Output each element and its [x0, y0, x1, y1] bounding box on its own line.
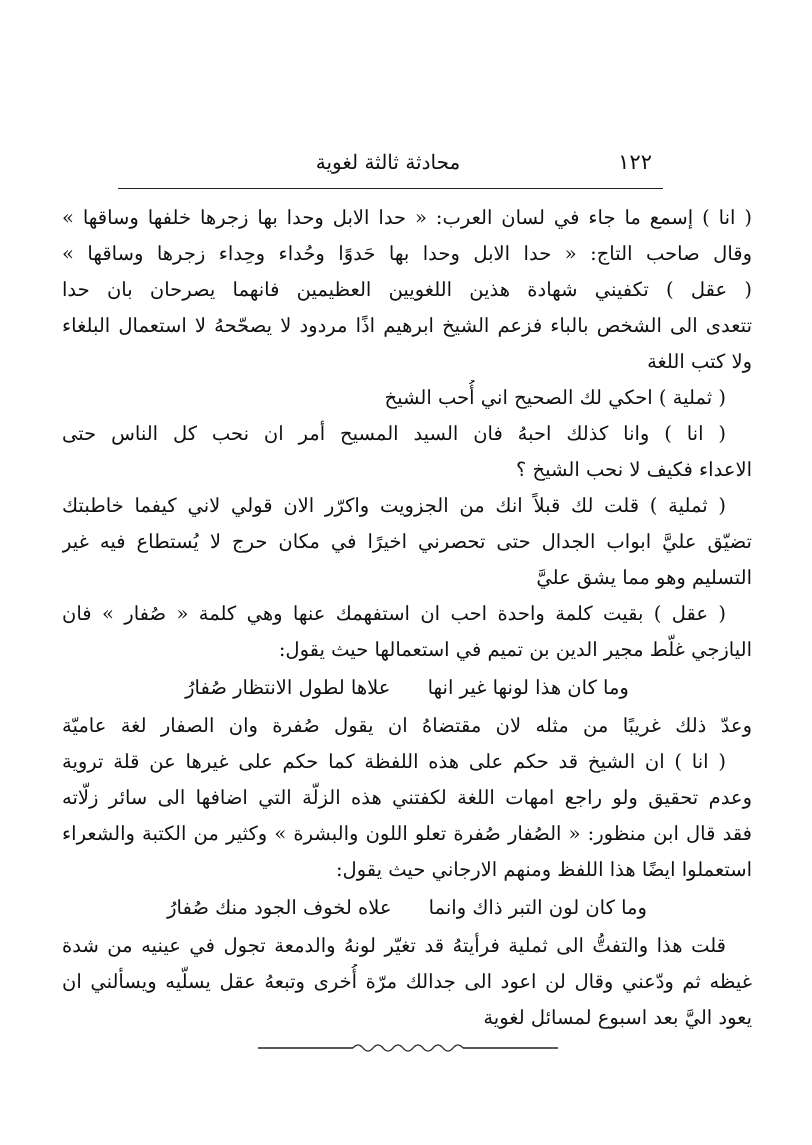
text-line: استعملوا ايضًا هذا اللفظ ومنهم الارجاني حيث يقول:: [335, 858, 752, 881]
verse-line: وما كان لون التبر ذاك وانما علاه لخوف الجود منك صُفارُ: [167, 896, 647, 919]
text-line: ( انا ) وانا كذلك احبهُ فان السيد المسيح أمر ان نحب كل الناس حتى: [62, 422, 726, 445]
text-line: ( ثملية ) قلت لك قبلاً انك من الجزويت واكرّر الان قولي لاني كيفما خاطبتك: [62, 494, 726, 517]
page-header: [118, 150, 658, 182]
text-line: تضيّق عليَّ ابواب الجدال حتى تحصرني اخيرًا في مكان حرج لا يُستطاع فيه غير: [62, 530, 752, 553]
text-line: اليازجي غلّط مجير الدين بن تميم في استعمالها حيث يقول:: [278, 638, 752, 661]
text-line: وقال صاحب التاج: « حدا الابل وحدا بها حَدوًا وحُداء وحِداء زجرها وساقها »: [62, 242, 752, 265]
header-rule: [118, 188, 663, 189]
text-line: ولا كتب اللغة: [647, 350, 752, 373]
text-line: غيظه ثم ودّعني وقال لن اعود الى جدالك مرّة أُخرى وتبعهُ عقل يسلّيه ويسألني ان: [62, 970, 752, 993]
text-line: فقد قال ابن منظور: « الصُفار صُفرة تعلو اللون والبشرة » وكثير من الكتبة والشعراء: [62, 822, 752, 845]
text-line: وعدّ ذلك غريبًا من مثله لان مقتضاهُ ان يقول صُفرة وان الصفار لغة عاميّة: [62, 714, 752, 737]
running-title: محادثة ثالثة لغوية: [315, 150, 461, 174]
body-text: [62, 200, 752, 1036]
text-line: وعدم تحقيق ولو راجع امهات اللغة لكفتني هذه الزلّة التي اضافها الى سائر زلّاته: [62, 786, 752, 809]
text-line: ( ثملية ) احكي لك الصحيح اني أُحب الشيخ: [384, 386, 726, 409]
text-line: ( عقل ) تكفيني شهادة هذين اللغويين العظيمين فانهما يصرحان بان حدا: [62, 278, 752, 301]
verse-line: وما كان هذا لونها غير انها علاها لطول الانتظار صُفارُ: [185, 676, 629, 699]
page-number: ١٢٢: [618, 150, 652, 174]
text-line: يعود اليَّ بعد اسبوع لمسائل لغوية: [483, 1006, 752, 1029]
text-line: تتعدى الى الشخص بالباء فزعم الشيخ ابرهيم اذًا مردود لا يصحّحهُ لا استعمال البلغاء: [62, 314, 752, 337]
text-line: ( عقل ) بقيت كلمة واحدة احب ان استفهمك عنها وهي كلمة « صُفار » فان: [62, 602, 726, 625]
text-line: الاعداء فكيف لا نحب الشيخ ؟: [515, 458, 752, 481]
text-line: قلت هذا والتفتُّ الى ثملية فرأيتهُ قد تغيّر لونهُ والدمعة تجول في عينيه من شدة: [62, 934, 726, 957]
text-line: التسليم وهو مما يشق عليَّ: [536, 566, 752, 589]
end-ornament: [258, 1038, 558, 1058]
text-line: ( انا ) ان الشيخ قد حكم على هذه اللفظة كما حكم على غيرها عن قلة تروية: [62, 750, 726, 773]
text-line: ( انا ) إسمع ما جاء في لسان العرب: « حدا الابل وحدا بها زجرها خلفها وساقها »: [62, 206, 752, 229]
